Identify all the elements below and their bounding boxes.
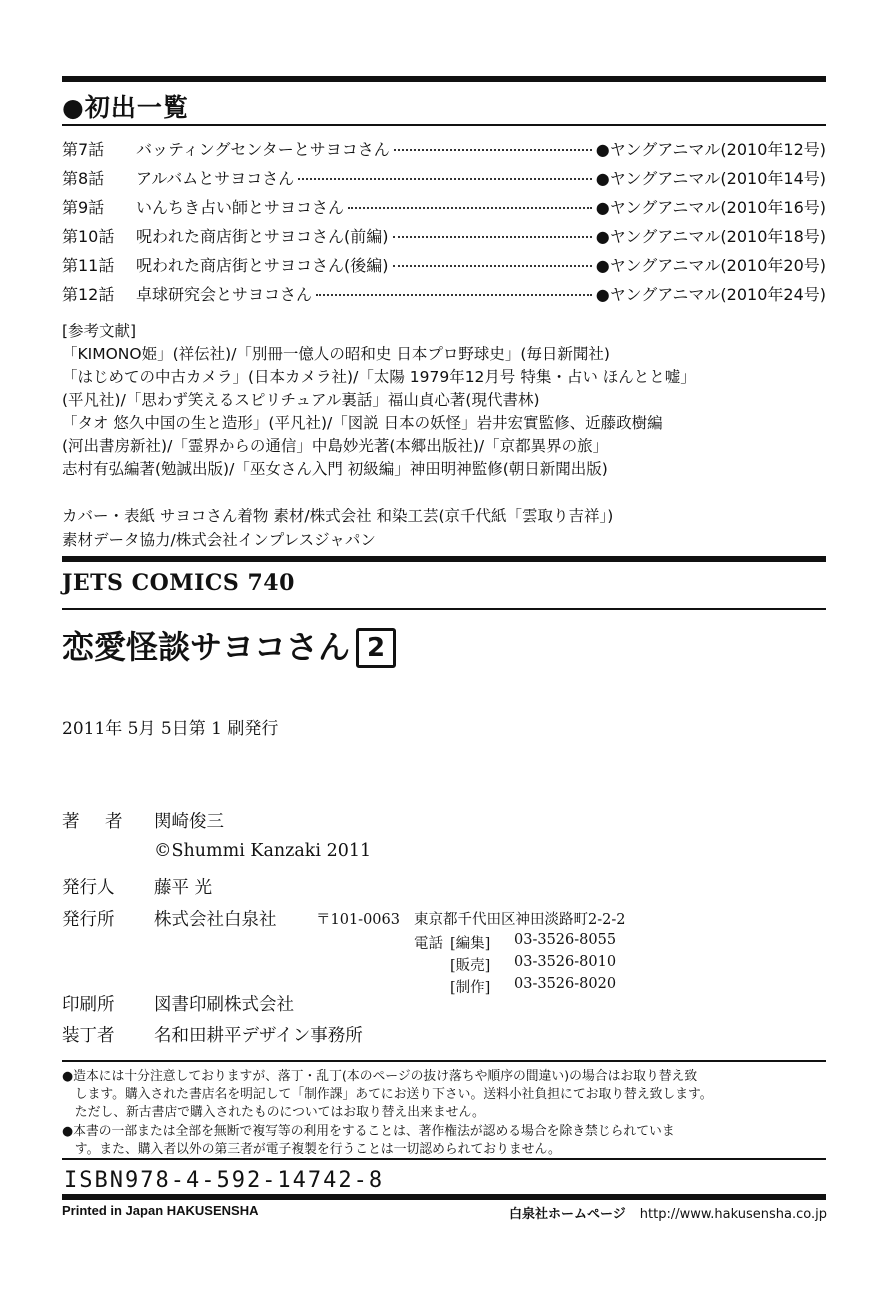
episode-title: アルバムとサヨコさん — [136, 169, 295, 188]
episode-title: 卓球研究会とサヨコさん — [136, 285, 313, 304]
episode-number: 第7話 — [62, 140, 105, 159]
reference-line: 「はじめての中古カメラ」(日本カメラ社)/「太陽 1979年12月号 特集・占い ほんとと嘘」 — [62, 368, 696, 386]
reference-line: (河出書房新社)/「霊界からの通信」中島妙光著(本郷出版社)/「京都異界の旅」 — [62, 437, 609, 455]
episode-row — [62, 195, 826, 224]
episode-row — [62, 253, 826, 282]
publisher-name: 株式会社白泉社 — [154, 910, 277, 930]
episode-row — [62, 137, 826, 166]
postal-code: 〒101-0063 — [316, 912, 400, 928]
book-title-block — [62, 622, 396, 668]
leader-dots — [298, 178, 592, 180]
publisher-person-label: 発行人 — [62, 878, 115, 898]
volume-badge: 2 — [356, 628, 396, 668]
cover-credit-line: カバー・表紙 サヨコさん着物 素材/株式会社 和染工芸(京千代紙「雲取り吉祥」) — [62, 507, 614, 525]
notice-line: します。購入された書店名を明記して「制作課」あてにお送り下さい。送料小社負担にてお取り替え致します。 — [62, 1087, 713, 1103]
leader-dots — [316, 294, 592, 296]
reference-line: 「タオ 悠久中国の生と造形」(平凡社)/「図説 日本の妖怪」岩井宏實監修、近藤政樹編 — [62, 414, 663, 432]
series-rule-top — [62, 556, 826, 562]
notice-block — [62, 1068, 832, 1159]
leader-dots — [348, 207, 592, 209]
episode-title: バッティングセンターとサヨコさん — [136, 140, 390, 159]
episode-title: いんちき占い師とサヨコさん — [136, 198, 345, 217]
author-label: 著 者 — [62, 812, 127, 832]
title-rule — [62, 124, 826, 126]
phone-number: 03-3526-8055 — [514, 932, 617, 948]
reference-line: 志村有弘編著(勉誠出版)/「巫女さん入門 初級編」神田明神監修(朝日新聞出版) — [62, 460, 608, 478]
phone-number: 03-3526-8020 — [514, 976, 617, 992]
address: 東京都千代田区神田淡路町2-2-2 — [414, 912, 626, 928]
notice-line: ●本書の一部または全部を無断で複写等の利用をすることは、著作権法が認める場合を除き禁じられていま — [62, 1123, 675, 1139]
notice-rule — [62, 1060, 826, 1062]
episode-source: ●ヤングアニマル(2010年24号) — [595, 285, 826, 304]
episode-source: ●ヤングアニマル(2010年14号) — [595, 169, 826, 188]
episode-number: 第9話 — [62, 198, 105, 217]
episode-source: ●ヤングアニマル(2010年18号) — [595, 227, 826, 246]
references-block — [62, 320, 826, 481]
printed-in: Printed in Japan HAKUSENSHA — [62, 1203, 259, 1218]
episode-source: ●ヤングアニマル(2010年20号) — [595, 256, 826, 275]
copyright: ©Shummi Kanzaki 2011 — [154, 841, 372, 861]
reference-line: (平凡社)/「思わず笑えるスピリチュアル裏話」福山貞心著(現代書林) — [62, 391, 540, 409]
episode-number: 第8話 — [62, 169, 105, 188]
notice-line: ただし、新古書店で購入されたものについてはお取り替え出来ません。 — [62, 1105, 485, 1121]
cover-credit-line: 素材データ協力/株式会社インプレスジャパン — [62, 531, 376, 549]
publisher-label: 発行所 — [62, 910, 115, 930]
episode-source: ●ヤングアニマル(2010年16号) — [595, 198, 826, 217]
episode-row — [62, 224, 826, 253]
cover-credits — [62, 504, 613, 552]
isbn-rule-top — [62, 1158, 826, 1160]
phone-number: 03-3526-8010 — [514, 954, 617, 970]
references-heading: [参考文献] — [62, 322, 137, 340]
episode-list — [62, 137, 826, 311]
episode-number: 第10話 — [62, 227, 115, 246]
book-title: 恋愛怪談サヨコさん — [62, 628, 351, 666]
homepage-url: http://www.hakusensha.co.jp — [639, 1207, 827, 1222]
episode-source: ●ヤングアニマル(2010年12号) — [595, 140, 826, 159]
author-name: 関崎俊三 — [154, 812, 224, 832]
episode-number: 第12話 — [62, 285, 115, 304]
series-label: JETS COMICS 740 — [62, 570, 295, 596]
notice-line: す。また、購入者以外の第三者が電子複製を行うことは一切認められておりません。 — [62, 1141, 561, 1157]
designer-label: 装丁者 — [62, 1026, 115, 1046]
episode-title: 呪われた商店街とサヨコさん(前編) — [136, 227, 389, 246]
phone-dept: [制作] — [450, 980, 491, 996]
publisher-person: 藤平 光 — [154, 878, 213, 898]
phone-dept: [販売] — [450, 958, 491, 974]
homepage-info — [509, 1203, 827, 1222]
printer-label: 印刷所 — [62, 995, 115, 1015]
episode-row — [62, 166, 826, 195]
designer-name: 名和田耕平デザイン事務所 — [154, 1026, 363, 1046]
printer-name: 図書印刷株式会社 — [154, 995, 294, 1015]
episode-title: 呪われた商店街とサヨコさん(後編) — [136, 256, 389, 275]
publication-date: 2011年 5月 5日第 1 刷発行 — [62, 719, 279, 739]
leader-dots — [393, 236, 592, 238]
reference-line: 「KIMONO姫」(祥伝社)/「別冊一億人の昭和史 日本プロ野球史」(毎日新聞社) — [62, 345, 610, 363]
homepage-label: 白泉社ホームページ — [509, 1207, 626, 1222]
episode-row — [62, 282, 826, 311]
leader-dots — [394, 149, 592, 151]
notice-line: ●造本には十分注意しておりますが、落丁・乱丁(本のページの抜け落ちや順序の間違い)の場合はお取り替え致 — [62, 1069, 698, 1084]
first-appearance-title: ●初出一覧 — [62, 93, 189, 122]
phone-dept: [編集] — [450, 936, 491, 952]
leader-dots — [393, 265, 592, 267]
top-rule — [62, 76, 826, 82]
episode-number: 第11話 — [62, 256, 115, 275]
isbn: ISBN978-4-592-14742-8 — [64, 1168, 385, 1193]
series-rule-bottom — [62, 608, 826, 610]
footer-rule — [62, 1194, 826, 1200]
phone-label: 電話 — [414, 936, 443, 952]
